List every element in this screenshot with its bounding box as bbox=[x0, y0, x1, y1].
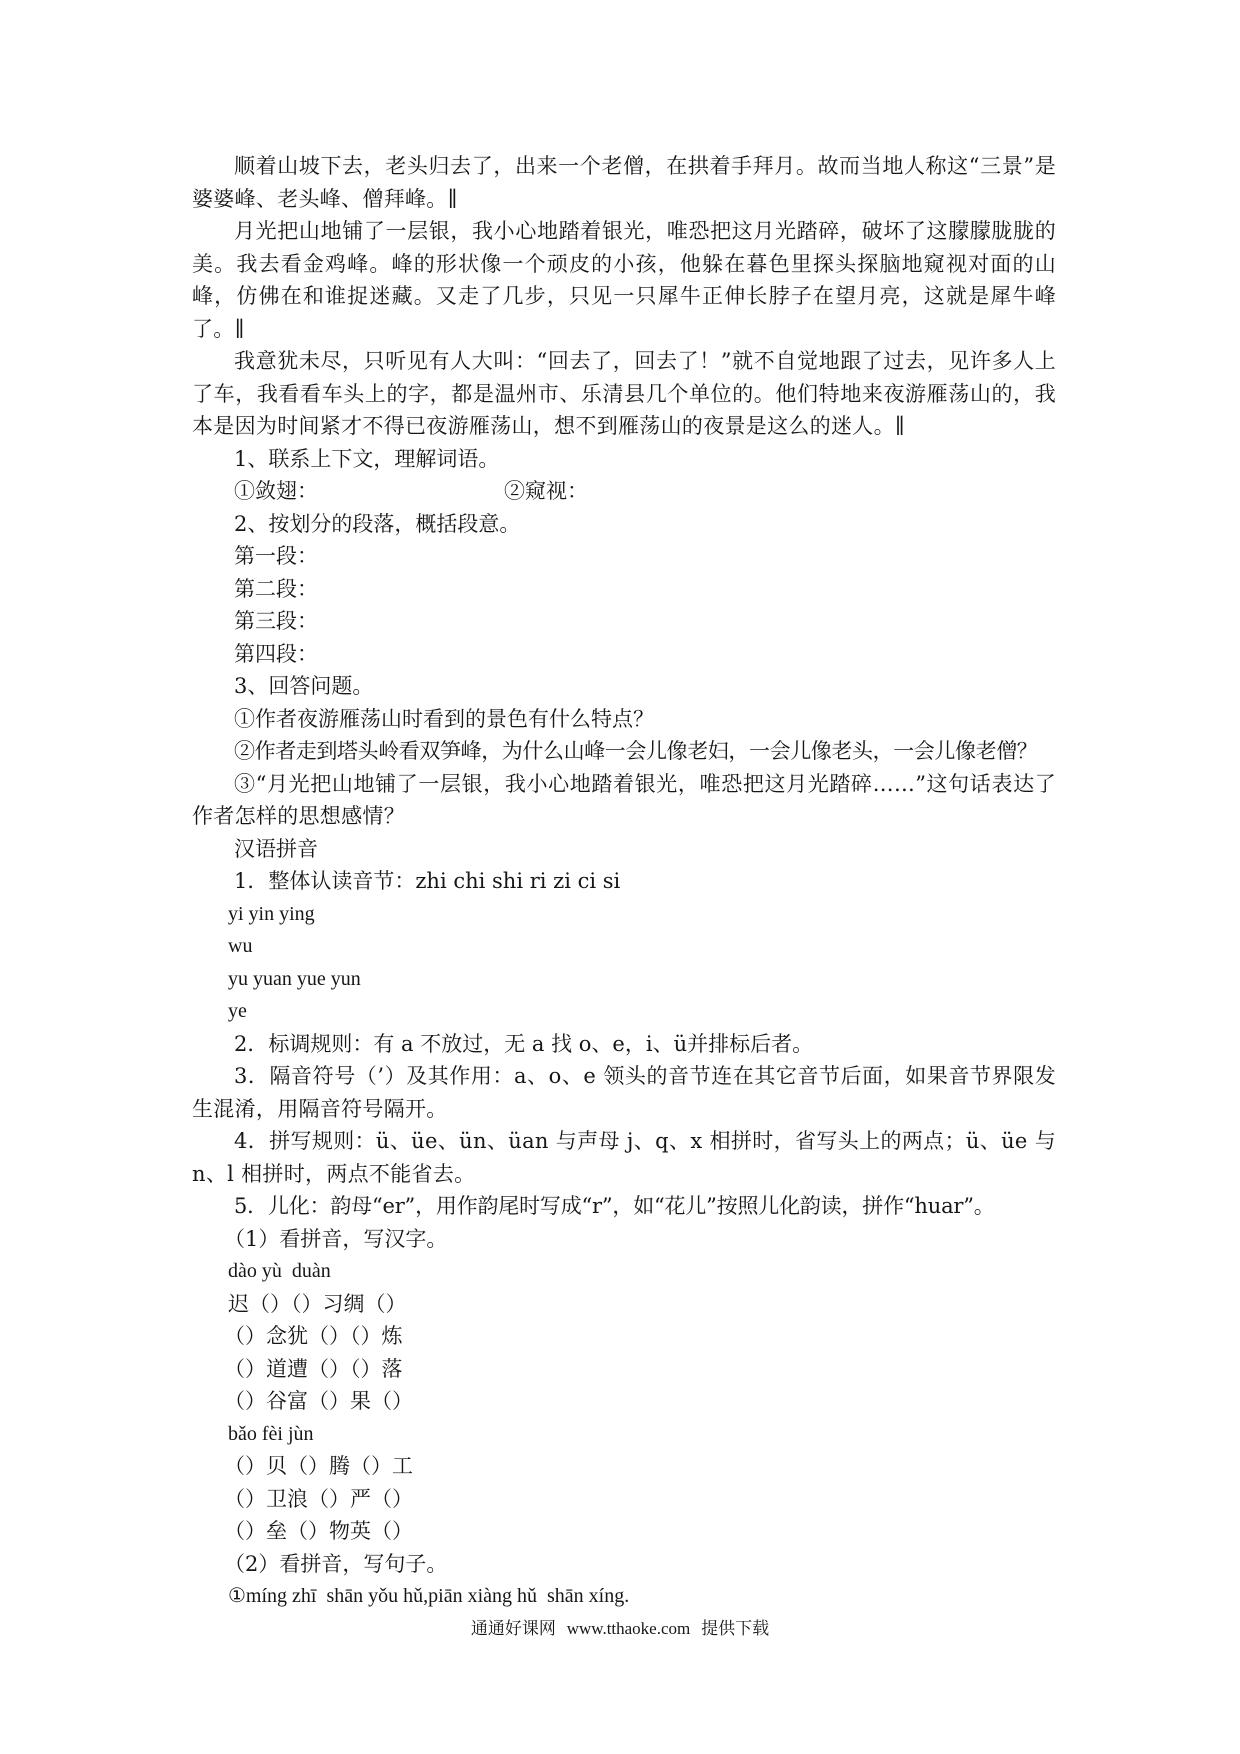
pinyin-item-1-line-3: wu bbox=[228, 935, 253, 957]
pinyin-item-5: 5．儿化：韵母“er”，用作韵尾时写成“r”，如“花儿”按照儿化韵读，拼作“huar”。 bbox=[234, 1194, 995, 1218]
exercise-1-row: （）道遭（）（）落 bbox=[224, 1356, 403, 1381]
footer-brand: 通通好课网 bbox=[470, 1619, 556, 1639]
page-footer bbox=[0, 1617, 1240, 1641]
question-3-title: 3、回答问题。 bbox=[234, 674, 374, 698]
pinyin-item-4: 4．拼写规则：ü、üe、ün、üan 与声母 j、q、x 相拼时，省写头上的两点；ü、üe 与 n、l 相拼时，两点不能省去。 bbox=[192, 1129, 1056, 1186]
paragraph-1: 顺着山坡下去，老头归去了，出来一个老僧，在拱着手拜月。故而当地人称这“三景”是婆婆峰、老头峰、僧拜峰。∥ bbox=[192, 154, 1056, 211]
vocab-word-b: ②窥视： bbox=[504, 479, 588, 503]
exercise-1-row: （）谷富（）果（） bbox=[224, 1389, 413, 1413]
exercise-1-title: （1）看拼音，写汉字。 bbox=[224, 1226, 448, 1251]
exercise-1-row: （）念犹（）（）炼 bbox=[224, 1324, 403, 1348]
segment-2-label: 第二段： bbox=[234, 576, 318, 601]
question-3-c: ③“月光把山地铺了一层银，我小心地踏着银光，唯恐把这月光踏碎……”这句话表达了作者怎样的思想感情？ bbox=[192, 771, 1056, 828]
pinyin-item-1: 1．整体认读音节：zhi chi shi ri zi ci si bbox=[234, 869, 621, 893]
pinyin-item-1-line-5: ye bbox=[228, 1000, 247, 1022]
document-body bbox=[192, 150, 1056, 1613]
vocab-word-a: ①敛翅： bbox=[234, 479, 318, 503]
pinyin-item-1-line-2: yi yin ying bbox=[228, 902, 315, 925]
paragraph-2: 月光把山地铺了一层银，我小心地踏着银光，唯恐把这月光踏碎，破坏了这朦朦胧胧的美。我去看金鸡峰。峰的形状像一个顽皮的小孩，他躲在暮色里探头探脑地窥视对面的山峰，仿佛在和谁捉迷藏。又走了几步，只见一只犀牛正伸长脖子在望月亮，这就是犀牛峰了。∥ bbox=[192, 219, 1056, 341]
pinyin-item-1-line-4: yu yuan yue yun bbox=[228, 967, 361, 990]
exercise-1-row: 迟（）（）习绸（） bbox=[228, 1291, 407, 1316]
exercise-1-pinyin-a: dào yù duàn bbox=[228, 1260, 331, 1282]
segment-1-label: 第一段： bbox=[234, 544, 318, 568]
footer-site-link[interactable]: www.tthaoke.com bbox=[566, 1619, 691, 1638]
exercise-2-title: （2）看拼音，写句子。 bbox=[224, 1551, 448, 1576]
question-1-title: 1、联系上下文，理解词语。 bbox=[234, 446, 500, 471]
paragraph-3: 我意犹未尽，只听见有人大叫：“回去了，回去了！”就不自觉地跟了过去，见许多人上了车，我看看车头上的字，都是温州市、乐清县几个单位的。他们特地来夜游雁荡山的，我本是因为时间紧才不得已夜游雁荡山，想不到雁荡山的夜景是这么的迷人。∥ bbox=[192, 349, 1056, 438]
pinyin-section-heading: 汉语拼音 bbox=[234, 836, 318, 861]
segment-3-label: 第三段： bbox=[234, 609, 318, 633]
segment-4-label: 第四段： bbox=[234, 641, 318, 666]
exercise-2-sentence-a: ①míng zhī shān yǒu hǔ,piān xiàng hǔ shān xíng. bbox=[228, 1585, 630, 1607]
question-2-title: 2、按划分的段落，概括段意。 bbox=[234, 511, 521, 536]
question-3-a: ①作者夜游雁荡山时看到的景色有什么特点？ bbox=[234, 706, 654, 731]
exercise-1-row: （）贝（）腾（）工 bbox=[224, 1454, 413, 1478]
pinyin-item-2: 2．标调规则：有 a 不放过，无 a 找 o、e，i、ü并排标后者。 bbox=[234, 1031, 814, 1056]
footer-download-note: 提供下载 bbox=[701, 1619, 770, 1639]
pinyin-item-3: 3．隔音符号（’）及其作用：a、o、e 领头的音节连在其它音节后面，如果音节界限发生混淆，用隔音符号隔开。 bbox=[192, 1064, 1056, 1121]
question-1-words bbox=[192, 475, 1056, 508]
exercise-1-row: （）垒（）物英（） bbox=[224, 1519, 413, 1543]
exercise-1-row: （）卫浪（）严（） bbox=[224, 1486, 413, 1511]
exercise-1-pinyin-b: bǎo fèi jùn bbox=[228, 1422, 314, 1445]
question-3-b: ②作者走到塔头岭看双笋峰，为什么山峰一会儿像老妇，一会儿像老头，一会儿像老僧？ bbox=[234, 739, 1038, 763]
